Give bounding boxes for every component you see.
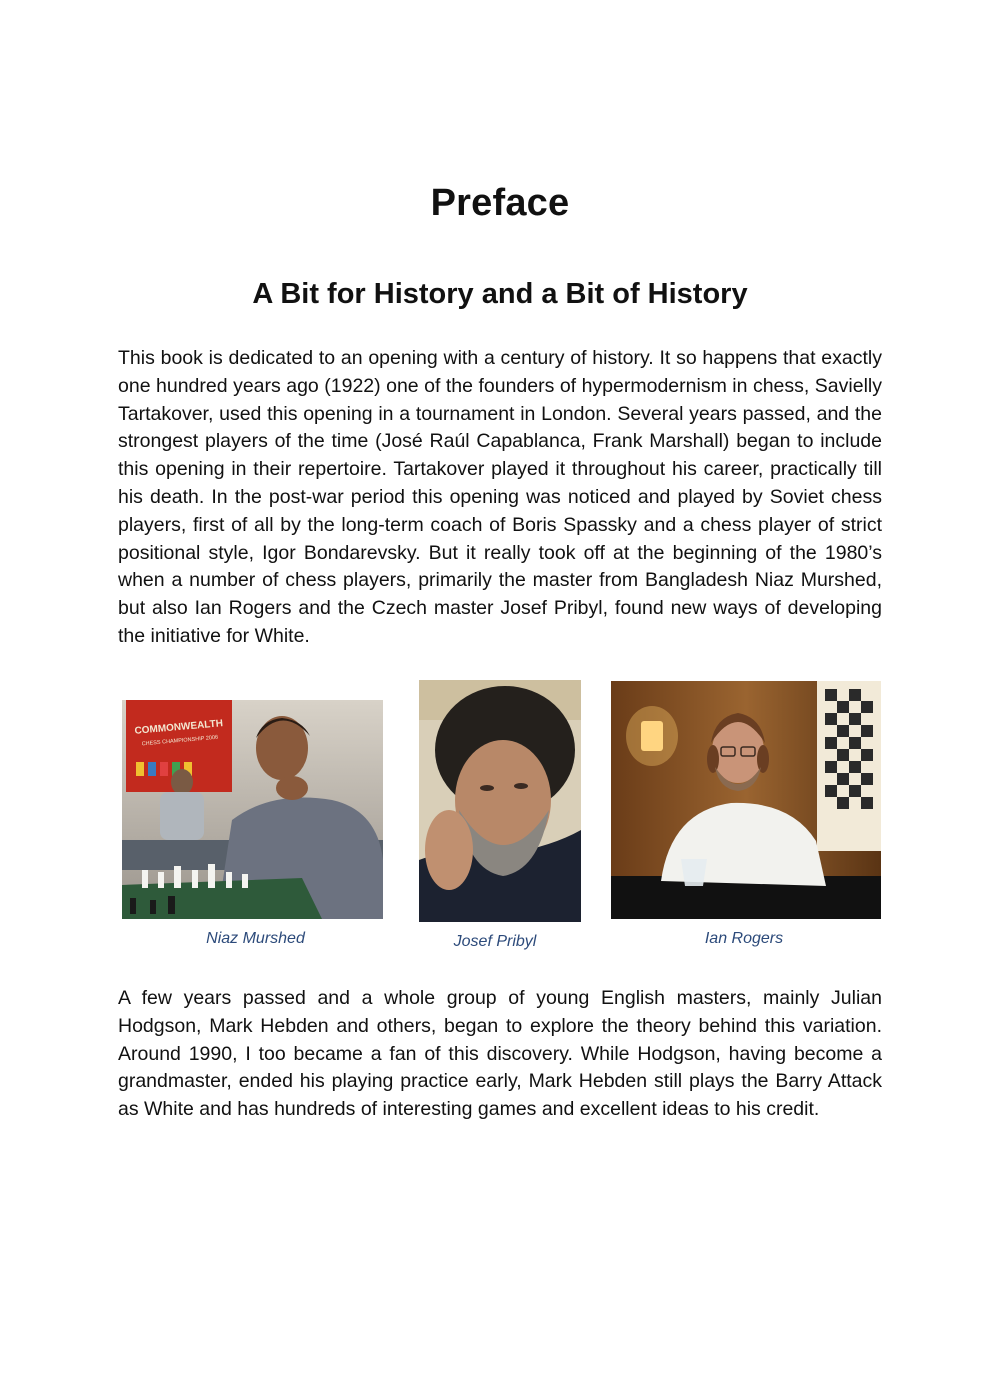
page-title: Preface xyxy=(430,182,570,224)
banner-text: COMMONWEALTH xyxy=(134,718,224,737)
photo-niaz-murshed xyxy=(122,700,383,919)
photo-ian-rogers xyxy=(611,681,881,919)
caption-niaz-murshed: Niaz Murshed xyxy=(206,930,305,947)
caption-ian-rogers: Ian Rogers xyxy=(704,930,784,947)
second-paragraph: A few years passed and a whole group of young English masters, mainly Julian Hodgson, Mark Hebden and others, began to explore the theory behind this variation. Around 1990, I too became a fan of this discovery. While Hodgson, having become a grandmaster, ended his playing practice early, Mark Hebden still plays the Barry Attack as White and has hundreds of interesting games and excellent ideas to his credit. xyxy=(118,987,882,1121)
banner-subtext: CHESS CHAMPIONSHIP 2006 xyxy=(141,734,219,748)
caption-josef-pribyl: Josef Pribyl xyxy=(453,933,537,950)
intro-paragraph: This book is dedicated to an opening with a century of history. It so happens that exactly one hundred years ago (1922) one of the founders of hypermodernism in chess, Savielly Tartakover, used this opening in a tournament in London. Several years passed, and the strongest players of the time (José Raúl Capablanca, Frank Marshall) began to include this opening in their repertoire. Tartakover played it throughout his career, practically till his death. In the post-war period this opening was noticed and played by Soviet chess players, first of all by the long-term coach of Boris Spassky and a chess player of strict positional style, Igor Bondarevsky. But it really took off at the beginning of the 1980’s when a number of chess players, primarily the master from Bangladesh Niaz Murshed, but also Ian Rogers and the Czech master Josef Pribyl, found new ways of developing the initiative for White. xyxy=(118,347,882,647)
photo-josef-pribyl xyxy=(419,680,581,922)
section-title: A Bit for History and a Bit of History xyxy=(252,278,748,310)
